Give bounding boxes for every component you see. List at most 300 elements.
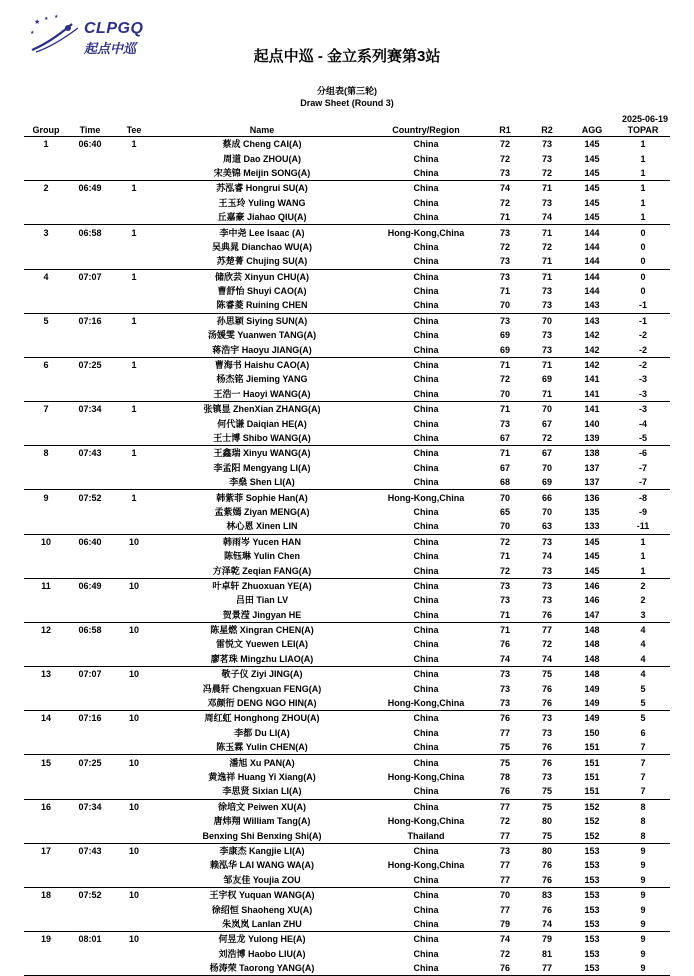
table-row (24, 298, 670, 313)
group-cell: 17 (40, 845, 51, 856)
agg-cell: 148 (584, 639, 600, 650)
time-cell (68, 298, 112, 313)
agg-cell: 136 (584, 492, 600, 503)
group-cell: 6 (43, 360, 49, 371)
agg-cell: 150 (584, 727, 600, 738)
time-cell (68, 284, 112, 298)
tee-cell (112, 151, 156, 165)
r2-cell: 80 (541, 816, 552, 827)
tee-cell (112, 563, 156, 578)
r1-cell: 79 (484, 917, 526, 932)
country-cell: China (413, 241, 439, 252)
group-cell (24, 726, 68, 740)
time-cell (68, 873, 112, 888)
tee-cell (112, 726, 156, 740)
tee-cell (112, 681, 156, 695)
player-name-cell: 陈星燃 Xingran CHEN(A) (210, 625, 314, 636)
r1-cell: 77 (484, 828, 526, 843)
player-name-cell: 吕田 Tian LV (235, 595, 289, 606)
tee-cell (112, 210, 156, 225)
player-name-cell: 韩雨岑 Yucen HAN (222, 536, 301, 547)
table-row (24, 372, 670, 386)
r2-cell: 67 (541, 418, 552, 429)
player-name-cell: 赖泓华 LAI WANG WA(A) (210, 860, 314, 871)
agg-cell: 142 (568, 342, 616, 357)
player-name-cell: 徐绍恒 Shaoheng XU(A) (211, 904, 313, 915)
agg-cell: 153 (584, 845, 600, 856)
topar-cell: -3 (638, 404, 647, 415)
player-name-cell: 杨杰铭 Jieming YANG (216, 374, 308, 385)
tee-cell (112, 637, 156, 651)
tee-cell: 1 (131, 227, 137, 238)
country-cell: China (368, 784, 484, 799)
r2-cell: 63 (526, 519, 568, 534)
r1-cell: 77 (499, 904, 510, 915)
r1-cell: 70 (484, 519, 526, 534)
svg-text:★: ★ (44, 16, 49, 22)
group-cell: 10 (40, 536, 51, 547)
tee-cell (112, 961, 156, 976)
r1-cell: 72 (499, 374, 510, 385)
player-name-cell: 韩紫菲 Sophie Han(A) (216, 492, 308, 503)
topar-cell: -11 (616, 519, 670, 534)
tee-cell: 1 (131, 139, 137, 150)
r1-cell: 75 (484, 740, 526, 755)
header-r1: R1 (484, 124, 526, 137)
topar-cell: 5 (616, 696, 670, 711)
tee-cell: 1 (131, 271, 137, 282)
r1-cell: 74 (499, 934, 510, 945)
table-row (24, 563, 670, 578)
tee-cell (112, 166, 156, 181)
country-cell: China (413, 153, 439, 164)
tee-cell (112, 240, 156, 254)
agg-cell: 152 (584, 801, 600, 812)
r2-cell: 69 (526, 475, 568, 490)
group-cell: 16 (40, 801, 51, 812)
table-row (24, 887, 670, 902)
r2-cell: 76 (541, 683, 552, 694)
header-time: Time (68, 124, 112, 137)
topar-cell: 7 (616, 740, 670, 755)
tee-cell: 10 (128, 536, 139, 547)
table-row (24, 652, 670, 667)
group-cell (24, 563, 68, 578)
agg-cell: 138 (584, 448, 600, 459)
topar-cell: 9 (616, 961, 670, 976)
agg-cell: 141 (584, 374, 600, 385)
agg-cell: 143 (568, 298, 616, 313)
r1-cell: 72 (484, 563, 526, 578)
r2-cell: 70 (541, 506, 552, 517)
player-name-cell: 蔡成 Cheng CAI(A) (222, 139, 302, 150)
group-cell (24, 166, 68, 181)
player-name-cell: 唐炜翔 William Tang(A) (213, 816, 311, 827)
tee-cell: 10 (128, 757, 139, 768)
tee-cell (112, 254, 156, 269)
tee-cell (112, 946, 156, 960)
country-cell: China (413, 580, 439, 591)
r2-cell: 76 (541, 860, 552, 871)
time-cell: 07:52 (78, 890, 102, 901)
r2-cell: 75 (541, 669, 552, 680)
time-cell (68, 254, 112, 269)
header-name: Name (156, 124, 368, 137)
group-cell (24, 681, 68, 695)
agg-cell: 151 (584, 771, 600, 782)
country-cell: China (413, 330, 439, 341)
group-cell (24, 828, 68, 843)
tee-cell (112, 696, 156, 711)
r1-cell: 73 (484, 254, 526, 269)
time-cell (68, 828, 112, 843)
country-cell: China (413, 948, 439, 959)
tee-cell (112, 298, 156, 313)
agg-cell: 144 (584, 227, 600, 238)
topar-cell: -1 (616, 298, 670, 313)
header-topar: TOPAR (616, 124, 670, 137)
agg-cell: 144 (568, 254, 616, 269)
r2-cell: 72 (526, 166, 568, 181)
tee-cell (112, 461, 156, 475)
country-cell: China (368, 210, 484, 225)
table-row (24, 387, 670, 402)
player-name-cell: 邹友佳 Youjia ZOU (156, 873, 368, 888)
topar-cell: 1 (640, 536, 646, 547)
time-cell (68, 681, 112, 695)
time-cell: 07:16 (78, 315, 102, 326)
group-cell (24, 814, 68, 828)
tee-cell (112, 784, 156, 799)
agg-cell: 137 (568, 475, 616, 490)
country-cell: China (368, 166, 484, 181)
table-row (24, 873, 670, 888)
time-cell: 07:43 (78, 448, 102, 459)
table-row (24, 505, 670, 519)
group-cell (24, 475, 68, 490)
player-name-cell: 汤媛雯 Yuanwen TANG(A) (207, 330, 317, 341)
topar-cell: 5 (640, 713, 646, 724)
r1-cell: 71 (499, 360, 510, 371)
tee-cell (112, 917, 156, 932)
tee-cell (112, 770, 156, 784)
header-agg: AGG (568, 124, 616, 137)
group-cell (24, 902, 68, 916)
agg-cell: 142 (584, 360, 600, 371)
player-name-cell: 廖茗珠 Mingzhu LIAO(A) (156, 652, 368, 667)
agg-cell: 137 (584, 462, 600, 473)
player-name-cell: 李中尧 Lee Isaac (A) (219, 227, 305, 238)
time-cell: 07:34 (78, 404, 102, 415)
country-cell: China (368, 740, 484, 755)
group-cell: 3 (43, 227, 49, 238)
tee-cell: 1 (131, 315, 137, 326)
sheet-date: 2025-06-19 (621, 114, 668, 124)
player-name-cell: Benxing Shi Benxing Shi(A) (156, 828, 368, 843)
r1-cell: 69 (484, 342, 526, 357)
tee-cell (112, 519, 156, 534)
agg-cell: 153 (584, 904, 600, 915)
topar-cell: 2 (640, 595, 646, 606)
tee-cell: 10 (128, 669, 139, 680)
r2-cell: 76 (541, 757, 552, 768)
table-row (24, 681, 670, 695)
time-cell: 07:25 (78, 360, 102, 371)
r1-cell: 76 (484, 784, 526, 799)
r2-cell: 73 (541, 713, 552, 724)
topar-cell: 9 (640, 890, 646, 901)
country-cell: China (413, 801, 439, 812)
group-cell: 4 (43, 271, 49, 282)
group-cell: 2 (43, 183, 49, 194)
r1-cell: 72 (499, 139, 510, 150)
tee-cell: 10 (128, 580, 139, 591)
agg-cell: 145 (584, 139, 600, 150)
agg-cell: 145 (584, 183, 600, 194)
agg-cell: 149 (584, 713, 600, 724)
tee-cell (112, 608, 156, 623)
table-row (24, 328, 670, 342)
agg-cell: 152 (568, 828, 616, 843)
time-cell: 07:07 (78, 271, 102, 282)
tee-cell (112, 652, 156, 667)
agg-cell: 146 (584, 595, 600, 606)
table-row (24, 519, 670, 534)
topar-cell: -2 (638, 330, 647, 341)
tee-cell (112, 828, 156, 843)
table-row (24, 814, 670, 828)
table-row (24, 431, 670, 446)
agg-cell: 141 (568, 387, 616, 402)
table-row (24, 578, 670, 593)
player-name-cell: 朱岚岚 Lanlan ZHU (156, 917, 368, 932)
topar-cell: 0 (640, 286, 646, 297)
time-cell: 07:07 (78, 669, 102, 680)
time-cell (68, 210, 112, 225)
tee-cell (112, 902, 156, 916)
r1-cell: 65 (499, 506, 510, 517)
table-row (24, 342, 670, 357)
agg-cell: 153 (568, 873, 616, 888)
topar-cell: 9 (640, 948, 646, 959)
r2-cell: 70 (541, 462, 552, 473)
group-cell (24, 961, 68, 976)
time-cell (68, 461, 112, 475)
table-row (24, 622, 670, 637)
group-cell (24, 946, 68, 960)
time-cell (68, 814, 112, 828)
page-subtitle (0, 85, 694, 109)
topar-cell: 8 (640, 816, 646, 827)
table-row (24, 637, 670, 651)
group-cell (24, 770, 68, 784)
country-cell: China (413, 286, 439, 297)
r2-cell: 73 (541, 139, 552, 150)
r1-cell: 73 (499, 271, 510, 282)
r1-cell: 77 (499, 801, 510, 812)
player-name-cell: 丘嘉豪 Jiahao QIU(A) (156, 210, 368, 225)
agg-cell: 142 (584, 330, 600, 341)
time-cell: 07:16 (78, 713, 102, 724)
table-row (24, 446, 670, 461)
time-cell: 06:58 (78, 227, 102, 238)
tee-cell (112, 549, 156, 563)
player-name-cell: 王鑫瑞 Xinyu WANG(A) (213, 448, 311, 459)
time-cell (68, 740, 112, 755)
r1-cell: 72 (499, 241, 510, 252)
r2-cell: 80 (541, 845, 552, 856)
country-cell: China (368, 298, 484, 313)
agg-cell: 151 (584, 757, 600, 768)
table-row (24, 402, 670, 417)
topar-cell: 8 (616, 828, 670, 843)
country-cell: China (413, 360, 439, 371)
tee-cell: 1 (131, 492, 137, 503)
topar-cell: 1 (640, 183, 646, 194)
r1-cell: 72 (499, 816, 510, 827)
topar-cell: -2 (616, 342, 670, 357)
agg-cell: 135 (584, 506, 600, 517)
group-cell (24, 151, 68, 165)
agg-cell: 153 (584, 860, 600, 871)
tee-cell: 10 (128, 890, 139, 901)
r2-cell: 70 (541, 404, 552, 415)
group-cell (24, 196, 68, 210)
r2-cell: 71 (541, 227, 552, 238)
topar-cell: 0 (640, 227, 646, 238)
r1-cell: 75 (499, 757, 510, 768)
group-cell (24, 917, 68, 932)
time-cell (68, 387, 112, 402)
country-cell: China (413, 845, 439, 856)
r2-cell: 77 (541, 625, 552, 636)
country-cell: China (368, 342, 484, 357)
r1-cell: 73 (484, 166, 526, 181)
player-name-cell: 林心恩 Xinen LIN (156, 519, 368, 534)
player-name-cell: 吴典晁 Dianchao WU(A) (212, 241, 312, 252)
group-cell (24, 284, 68, 298)
topar-cell: 9 (616, 873, 670, 888)
agg-cell: 141 (584, 404, 600, 415)
group-cell (24, 328, 68, 342)
country-cell: China (413, 595, 439, 606)
topar-cell: 9 (616, 917, 670, 932)
agg-cell: 153 (584, 890, 600, 901)
country-cell: China (413, 727, 439, 738)
group-cell: 5 (43, 315, 49, 326)
player-name-cell: 刘浩博 Haobo LIU(A) (218, 948, 306, 959)
table-row (24, 181, 670, 196)
subtitle-cn: 分组表(第三轮) (317, 86, 377, 96)
time-cell (68, 240, 112, 254)
group-cell (24, 240, 68, 254)
group-cell: 8 (43, 448, 49, 459)
player-name-cell: 周红虹 Honghong ZHOU(A) (204, 713, 320, 724)
country-cell: China (413, 197, 439, 208)
time-cell (68, 637, 112, 651)
tee-cell: 1 (131, 360, 137, 371)
country-cell: China (413, 551, 439, 562)
table-row (24, 961, 670, 976)
r1-cell: 71 (499, 625, 510, 636)
topar-cell: 9 (640, 904, 646, 915)
table-row (24, 799, 670, 814)
agg-cell: 133 (568, 519, 616, 534)
r2-cell: 81 (541, 948, 552, 959)
time-cell: 07:52 (78, 492, 102, 503)
agg-cell: 151 (568, 784, 616, 799)
time-cell (68, 475, 112, 490)
time-cell (68, 946, 112, 960)
time-cell (68, 593, 112, 607)
r1-cell: 78 (499, 771, 510, 782)
time-cell: 06:58 (78, 625, 102, 636)
r1-cell: 71 (499, 551, 510, 562)
r2-cell: 73 (541, 727, 552, 738)
country-cell: China (413, 904, 439, 915)
agg-cell: 145 (568, 166, 616, 181)
time-cell (68, 902, 112, 916)
r2-cell: 73 (541, 153, 552, 164)
r2-cell: 71 (541, 183, 552, 194)
player-name-cell: 蒋浩宇 Haoyu JIANG(A) (156, 342, 368, 357)
topar-cell: 8 (640, 801, 646, 812)
time-cell (68, 563, 112, 578)
draw-table-body (24, 137, 670, 976)
player-name-cell: 李康杰 Kangjie LI(A) (219, 845, 305, 856)
header-r2: R2 (526, 124, 568, 137)
r1-cell: 73 (499, 845, 510, 856)
logo-subtext: 起点中巡 (84, 41, 137, 56)
r1-cell: 71 (484, 608, 526, 623)
table-row (24, 461, 670, 475)
group-cell (24, 372, 68, 386)
topar-cell: 7 (640, 771, 646, 782)
country-cell: Hong-Kong,China (387, 860, 465, 871)
topar-cell: -5 (616, 431, 670, 446)
country-cell: Hong-Kong,China (368, 696, 484, 711)
r1-cell: 72 (499, 153, 510, 164)
tee-cell: 10 (128, 713, 139, 724)
agg-cell: 153 (584, 934, 600, 945)
agg-cell: 153 (584, 948, 600, 959)
r1-cell: 74 (499, 183, 510, 194)
time-cell (68, 784, 112, 799)
tee-cell: 10 (128, 845, 139, 856)
tee-cell (112, 196, 156, 210)
group-cell (24, 431, 68, 446)
r2-cell: 77 (526, 961, 568, 976)
topar-cell: -6 (638, 448, 647, 459)
player-name-cell: 杨涛荣 Taorong YANG(A) (156, 961, 368, 976)
player-name-cell: 邓颜衎 DENG NGO HIN(A) (156, 696, 368, 711)
agg-cell: 145 (584, 536, 600, 547)
country-cell: China (413, 713, 439, 724)
tee-cell: 10 (128, 625, 139, 636)
time-cell (68, 726, 112, 740)
country-cell: China (368, 961, 484, 976)
time-cell (68, 328, 112, 342)
player-name-cell: 陈睿菱 Ruining CHEN (156, 298, 368, 313)
topar-cell: 4 (616, 652, 670, 667)
tee-cell (112, 372, 156, 386)
player-name-cell: 曹舒怡 Shuyi CAO(A) (217, 286, 307, 297)
r1-cell: 73 (499, 315, 510, 326)
table-row (24, 254, 670, 269)
group-cell: 7 (43, 404, 49, 415)
tee-cell (112, 284, 156, 298)
group-cell: 13 (40, 669, 51, 680)
